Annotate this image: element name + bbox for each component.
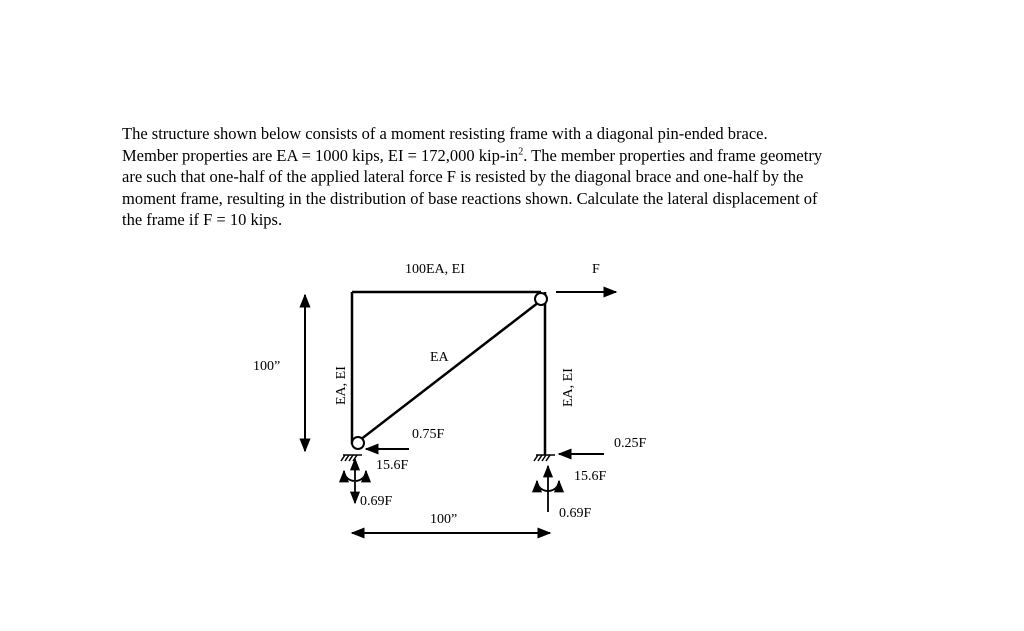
problem-line-5: the frame if F = 10 kips. [122,210,283,229]
right-column-label: EA, EI [561,368,576,407]
right-fixed-support-icon [534,455,555,461]
diagonal-brace [360,302,539,440]
exponent-superscript: 2 [518,146,524,157]
left-horizontal-reaction-label: 0.75F [412,427,445,442]
width-label: 100” [430,512,458,527]
problem-line-2-end: . The member properties and frame geometry [523,145,823,165]
right-downward-reaction-label: 0.69F [559,506,592,521]
left-downward-reaction-label: 0.69F [360,494,393,509]
beam-label: 100EA, EI [405,262,465,277]
top-pin-icon [535,293,547,305]
height-label: 100” [253,359,281,374]
left-fixed-support-icon [341,455,362,461]
problem-line-1: The structure shown below consists of a moment resisting frame with a diagonal pin-ended brace. [122,124,768,143]
right-vertical-reaction-label: 15.6F [574,469,607,484]
force-label: F [592,262,600,277]
problem-line-4: moment frame, resulting in the distribution of base reactions shown. Calculate the lateral displacement of [122,188,818,208]
bottom-pin-icon [352,437,364,449]
right-horizontal-reaction-label: 0.25F [614,436,647,451]
problem-line-3: are such that one-half of the applied lateral force F is resisted by the diagonal brace and one-half by the [122,167,804,186]
problem-line-2-start: Member properties are EA = 1000 kips, EI = 172,000 kip-in [122,145,519,165]
brace-label: EA [430,350,449,365]
left-column-label: EA, EI [334,366,349,405]
left-vertical-reaction-label: 15.6F [376,458,409,473]
